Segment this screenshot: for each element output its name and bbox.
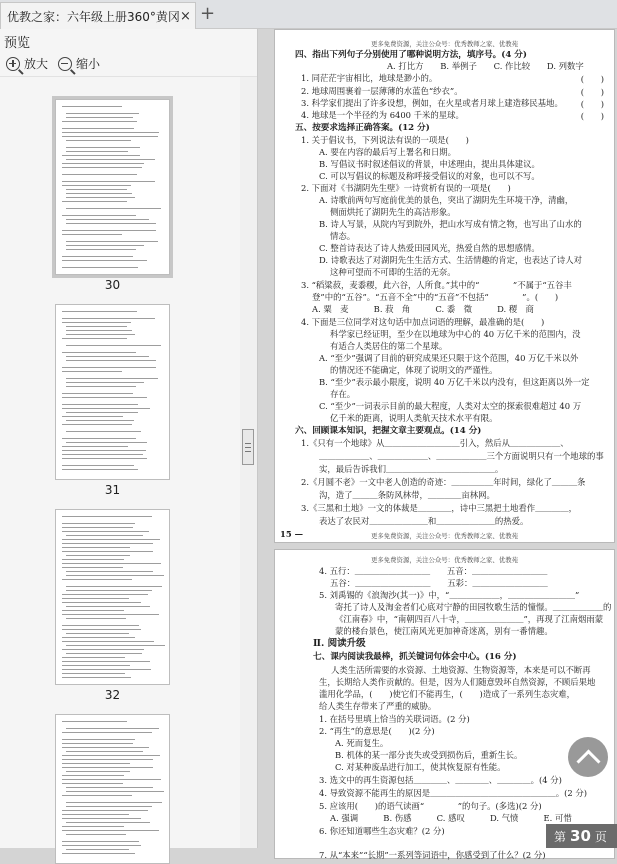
page-header: 更多免费资源，关注公众号：优秀教师之家、优教苑: [371, 40, 518, 48]
question-option: 亿千米的距离，说明人类航天技术水平有限。: [319, 413, 498, 423]
question-option: A. 要在内容的最后写上署名和日期。: [319, 147, 456, 157]
thumbnail-text-line: [62, 397, 147, 398]
new-tab-icon[interactable]: +: [200, 3, 216, 24]
thumbnail-page-32[interactable]: [55, 509, 170, 685]
thumbnail-number: 31: [104, 483, 121, 497]
question-option: 情态。: [319, 231, 356, 241]
reading-passage: 给人类生存带来了严重的威胁。: [319, 701, 437, 711]
thumbnail-text-line: [62, 454, 143, 455]
question-option: C. 整首诗表达了诗人热爱田园风光，热爱自然的思想感情。: [319, 243, 540, 253]
thumbnail-text-line: [66, 442, 147, 443]
thumbnail-text-line: [62, 215, 136, 216]
thumbnail-text-line: [66, 806, 152, 807]
thumbnail-text-line: [62, 404, 138, 405]
thumbnail-text-line: [66, 330, 132, 331]
question-option: 侧面烘托了湖阴先生的高洁形象。: [319, 207, 456, 217]
thumbnail-text-line: [66, 555, 130, 556]
thumbnail-text-line: [66, 223, 156, 224]
question-option: B. 写倡议书时叙述倡议的背景，申述理由，提出具体建议。: [319, 159, 540, 169]
thumbnail-text-line: [62, 579, 132, 580]
thumbnail-text-line: [62, 163, 144, 164]
thumbnail-text-line: [62, 174, 137, 175]
question-item: 4. 五行：＿＿＿＿＿＿＿＿＿ 五音：＿＿＿＿＿＿＿＿＿: [319, 566, 548, 576]
question-options: A. 粟 麦 B. 菽 角 C. 黍 徵 D. 稷 商: [301, 304, 534, 314]
thumbnail-text-line: [62, 469, 138, 470]
thumbnail-text-line: [62, 181, 155, 182]
thumbnail-text-line: [62, 539, 160, 540]
question-item: 4. 导致资源不能再生的原因是＿＿＿＿＿＿＿＿＿＿＿＿＿＿＿。(2 分): [319, 788, 588, 798]
thumbnail-text-line: [62, 185, 131, 186]
thumbnail-text-line: [66, 420, 134, 421]
question-item: 3. “稻粱菽，麦黍稷，此六谷，人所食。”其中的“ ”不属于“五谷丰: [301, 280, 572, 290]
thumbnail-text-line: [66, 382, 144, 383]
thumbnail-text-line: [62, 136, 158, 137]
thumbnail-text-line: [62, 516, 152, 517]
thumbnail-text-line: [66, 326, 127, 327]
thumbnail-text-line: [62, 755, 160, 756]
question-option: B. 机体的某一部分丧失或受到损伤后，重新生长。: [335, 750, 523, 760]
question-option: D. 诗歌表达了对湖阴先生生活方式、生活情趣的肯定，也表达了诗人对: [319, 255, 582, 265]
thumbnail-text-line: [62, 795, 132, 796]
thumbnail-list: [0, 77, 240, 848]
thumbnail-text-line: [66, 249, 136, 250]
section-heading: 五、按要求选择正确答案。(12 分): [295, 123, 430, 133]
document-page-16: [274, 549, 615, 859]
thumbnail-page-31[interactable]: [55, 304, 170, 480]
thumbnail-text-line: [66, 378, 158, 379]
thumbnail-text-line: [62, 830, 159, 831]
thumbnail-text-line: [62, 531, 149, 532]
thumbnail-text-line: [66, 535, 143, 536]
thumbnail-text-line: [62, 637, 135, 638]
preview-sidebar: [0, 29, 258, 848]
thumbnail-text-line: [66, 334, 135, 335]
thumbnail-text-line: [62, 614, 159, 615]
thumbnail-text-line: [62, 665, 130, 666]
thumbnail-text-line: [66, 159, 155, 160]
thumbnail-text-line: [62, 841, 139, 842]
question-item: 五谷：＿＿＿＿＿＿＿＿＿ 五彩：＿＿＿＿＿＿＿＿＿: [319, 578, 548, 588]
thumbnail-text-line: [62, 625, 139, 626]
thumbnail-text-line: [66, 356, 149, 357]
question-item: 2.《月圆不老》一文中老人创造的奇迹：＿＿＿＿＿年时间，绿化了＿＿＿条: [301, 477, 586, 487]
thumbnail-text-line: [62, 743, 133, 744]
question-options: A. 强调 B. 伤感 C. 感叹 D. 气愤 E. 可惜: [319, 813, 572, 823]
thumbnail-text-line: [66, 606, 150, 607]
thumbnail-text-line: [62, 783, 123, 784]
question-option: B. “至少”表示最小限度，说明 40 万亿千米以内没有，但这距离以外一定: [319, 377, 590, 387]
thumbnail-text-line: [66, 241, 158, 242]
thumbnail-text-line: [62, 547, 130, 548]
thumbnail-text-line: [62, 267, 138, 268]
thumbnail-text-line: [62, 416, 123, 417]
thumbnail-text-line: [62, 352, 136, 353]
page-indicator-number: 30: [570, 827, 591, 845]
page-indicator-prefix: 第: [554, 829, 567, 844]
thumbnail-text-line: [62, 641, 154, 642]
page-number: 15 —: [280, 529, 303, 539]
thumbnail-text-line: [62, 814, 129, 815]
question-item: 4. 下面是三位同学对这句话中加点词语的理解，最准确的是( ): [301, 317, 545, 327]
quoted-sentence: 有适合人类居住的第二个星球。: [319, 341, 448, 351]
question-item: 2. 下面对《书湖阴先生壁》一诗赏析有误的一项是( ): [301, 183, 511, 193]
thumbnail-text-line: [62, 371, 122, 372]
thumbnail-text-line: [62, 559, 124, 560]
thumbnail-text-line: [62, 610, 124, 611]
thumbnail-text-line: [62, 747, 149, 748]
thumbnail-text-line: [66, 571, 153, 572]
thumbnail-page-33[interactable]: [55, 714, 170, 864]
thumbnail-text-line: [62, 721, 127, 722]
question-option: C. 对某种废品进行加工，使其恢复原有性能。: [335, 762, 506, 772]
thumbnail-text-line: [66, 787, 153, 788]
thumbnail-text-line: [66, 245, 144, 246]
thumbnail-text-line: [62, 779, 161, 780]
question-option: B. 诗人写景，从院内写到院外，把山水写成有情之物，也写出了山水的: [319, 219, 582, 229]
thumbnail-text-line: [62, 739, 135, 740]
question-options: A. 打比方 B. 举例子 C. 作比较 D. 列数字: [387, 61, 584, 71]
page-indicator: [546, 824, 617, 848]
question-option: 这种可望而不可即的生活的无奈。: [319, 267, 456, 277]
thumbnail-text-line: [62, 155, 140, 156]
thumbnail-page-30[interactable]: [55, 99, 170, 275]
thumbnail-text-line: [62, 527, 133, 528]
thumbnail-text-line: [66, 633, 129, 634]
answer-paren: ( ): [580, 99, 604, 109]
thumbnail-text-line: [62, 260, 147, 261]
question-item: 沟，造了＿＿＿条防风林带，＿＿＿＿亩林网。: [319, 490, 495, 500]
question-item: 1. 关于倡议书，下列说法有误的一项是( ): [301, 135, 469, 145]
question-option: A. 死而复生。: [335, 738, 389, 748]
question-option: A. 诗歌前两句写庭前优美的景色，突出了湖阴先生环境干净，清幽，: [319, 195, 574, 205]
thumbnail-number: 32: [104, 688, 121, 702]
thumbnail-text-line: [62, 424, 132, 425]
quoted-sentence: 科学家已经证明，至少在以地球为中心的 40 万亿千米的范围内，没: [319, 329, 581, 339]
thumbnail-text-line: [62, 167, 142, 168]
thumbnail-text-line: [66, 412, 138, 413]
section-heading: 七、课内阅读我最棒，抓关键词句体会中心。(16 分): [313, 652, 517, 662]
question-item: 3.《三黑和土地》一文的体裁是＿＿＿＿，诗中三黑把土地看作＿＿＿＿，: [301, 503, 577, 513]
thumbnail-text-line: [62, 602, 141, 603]
thumbnail-text-line: [62, 322, 131, 323]
thumbnail-text-line: [66, 140, 131, 141]
thumbnail-text-line: [62, 450, 146, 451]
thumbnail-text-line: [62, 121, 137, 122]
thumbnail-text-line: [66, 645, 165, 646]
thumbnail-text-line: [62, 551, 153, 552]
thumbnail-text-line: [62, 853, 135, 854]
close-tab-icon[interactable]: ×: [180, 8, 191, 24]
thumbnail-text-line: [66, 360, 156, 361]
thumbnail-text-line: [66, 147, 140, 148]
thumbnail-text-line: [66, 117, 133, 118]
thumbnail-text-line: [62, 767, 153, 768]
thumbnail-text-line: [66, 771, 130, 772]
tab-bar: [0, 0, 617, 29]
thumbnail-text-line: [66, 386, 136, 387]
question-item: 3. 选文中的再生资源包括＿＿＿＿、＿＿＿＿、＿＿＿＿。(4 分): [319, 775, 562, 785]
thumbnail-number: 30: [104, 278, 121, 292]
thumbnail-text-line: [66, 849, 129, 850]
thumbnail-text-line: [62, 128, 134, 129]
thumbnail-text-line: [66, 834, 126, 835]
zoom-toolbar: [0, 51, 257, 77]
page-footer: 更多免费资源，关注公众号：优秀教师之家、优教苑: [371, 532, 518, 540]
thumbnail-text-line: [62, 311, 137, 312]
thumbnail-text-line: [66, 751, 143, 752]
question-item: 6. 你还知道哪些生态灾难？(2 分): [319, 826, 445, 836]
question-option: 的情况还不能确定，体现了说明文的严谨性。: [319, 365, 498, 375]
thumbnail-text-line: [62, 393, 133, 394]
zoom-in-button[interactable]: [6, 55, 48, 72]
thumbnail-text-line: [62, 230, 156, 231]
answer-paren: ( ): [580, 111, 604, 121]
thumbnail-text-line: [62, 677, 131, 678]
thumbnail-text-line: [62, 629, 141, 630]
thumbnail-text-line: [62, 438, 136, 439]
zoom-out-icon: [58, 57, 72, 71]
zoom-out-button[interactable]: [58, 55, 100, 72]
thumbnail-text-line: [66, 822, 150, 823]
thumbnail-text-line: [66, 189, 127, 190]
thumbnail-text-line: [62, 338, 127, 339]
thumbnail-text-line: [66, 151, 128, 152]
thumbnail-text-line: [66, 345, 161, 346]
thumbnail-text-line: [62, 649, 144, 650]
section-heading: Ⅱ. 阅读升级: [313, 638, 366, 649]
thumbnail-text-line: [66, 590, 152, 591]
thumbnail-text-line: [62, 132, 159, 133]
thumbnail-text-line: [62, 661, 150, 662]
question-option: C. “至少”一词表示目前的最大程度，人类对太空的探索很难超过 40 万: [319, 401, 582, 411]
thumbnail-text-line: [66, 575, 164, 576]
question-item: ＿＿＿＿＿＿、＿＿＿＿＿＿、＿＿＿＿＿＿三个方面说明只有一个地球的事: [319, 451, 604, 461]
question-item: 4. 地球是一个半径约为 6400 千米的星球。: [301, 110, 464, 120]
reading-passage: 滥用化学品，( )使它们不能再生，( )造成了一系列生态灾难，: [319, 689, 575, 699]
question-item: 1. 在括号里填上恰当的关联词语。(2 分): [319, 714, 470, 724]
answer-paren: ( ): [580, 87, 604, 97]
thumbnail-text-line: [66, 208, 161, 209]
thumbnail-text-line: [62, 256, 133, 257]
question-item: 2. “再生”的意思是( )(2 分): [319, 726, 435, 736]
question-option: C. 可以写倡议的标题及称呼接受倡议的对象，也可以不写。: [319, 171, 540, 181]
thumbnail-text-line: [62, 458, 147, 459]
zoom-in-label: 放大: [24, 57, 49, 71]
question-item: 登”中的“五谷”。“五音不全”中的“五音”不包括“ ”。( ): [301, 292, 559, 302]
thumbnail-text-line: [62, 523, 135, 524]
document-page-15: [274, 29, 615, 543]
thumbnail-text-line: [62, 465, 134, 466]
section-heading: 六、回顾课本知识，把握文章主要观点。(14 分): [295, 426, 482, 436]
question-item: 7. 从“本来”“长期”一系列等词语中，你感受到了什么？(2 分): [319, 850, 546, 860]
question-item: 2. 地球周围裹着一层薄薄的水蓝色“纱衣”。: [301, 86, 463, 96]
question-item: 实，最后告诉我们＿＿＿＿＿＿＿＿＿＿＿＿＿。: [319, 464, 504, 474]
thumbnail-text-line: [66, 193, 132, 194]
page-indicator-suffix: 页: [594, 829, 607, 844]
question-item: 寄托了诗人及淘金者们心底对宁静的田园牧歌生活的憧憬。＿＿＿＿＿＿的: [335, 602, 612, 612]
reading-passage: 生，长期给人类作贡献的。但是，因为人们随意毁坏自然资源，不顾后果地: [319, 677, 596, 687]
zoom-in-icon: [6, 57, 20, 71]
thumbnail-text-line: [62, 845, 141, 846]
document-tab[interactable]: [0, 2, 196, 29]
document-view[interactable]: [259, 29, 617, 860]
sidebar-title: 预览: [4, 36, 31, 51]
sidebar-scroll-handle[interactable]: [242, 429, 254, 465]
thumbnail-text-line: [66, 791, 164, 792]
question-option: A. “至少”强调了目前的研究成果还只限于这个范围，40 万亿千米以外: [319, 353, 579, 363]
thumbnail-text-line: [62, 201, 127, 202]
question-item: 3. 科学家们提出了许多设想，例如，在火星或者月球上建造移民基地。: [301, 98, 563, 108]
thumbnail-text-line: [62, 318, 155, 319]
tab-title: 优教之家：六年级上册360°黄冈: [7, 9, 180, 24]
thumbnail-text-line: [62, 657, 125, 658]
thumbnail-text-line: [66, 802, 162, 803]
thumbnail-text-line: [62, 594, 148, 595]
question-item: 1. 同茫茫宇宙相比，地球是渺小的。: [301, 73, 438, 83]
question-item: 《江南春》中，“南朝四百八十寺，＿＿＿＿＿＿＿”，再现了江南烟雨蒙: [335, 614, 604, 624]
thumbnail-text-line: [62, 567, 123, 568]
thumbnail-text-line: [62, 818, 141, 819]
thumbnail-text-line: [62, 669, 151, 670]
thumbnail-text-line: [62, 759, 153, 760]
page-header: 更多免费资源，关注公众号：优秀教师之家、优教苑: [371, 556, 518, 564]
thumbnail-text-line: [62, 563, 161, 564]
thumbnail-text-line: [62, 106, 122, 107]
thumbnail-text-line: [62, 446, 128, 447]
thumbnail-text-line: [62, 367, 156, 368]
thumbnail-text-line: [66, 219, 149, 220]
thumbnail-text-line: [66, 113, 139, 114]
answer-paren: ( ): [580, 74, 604, 84]
thumbnail-text-line: [62, 826, 124, 827]
thumbnail-text-line: [62, 732, 152, 733]
question-item: 1.《只有一个地球》从＿＿＿＿＿＿＿＿＿引入，然后从＿＿＿＿＿＿、: [301, 438, 569, 448]
question-option: 存在。: [319, 389, 356, 399]
thumbnail-text-line: [62, 810, 148, 811]
thumbnail-text-line: [62, 234, 122, 235]
question-item: 5. 应该用( )的语气读画“ ”的句子。(多选)(2 分): [319, 801, 542, 811]
scroll-to-top-button[interactable]: [568, 737, 608, 777]
question-item: 5. 刘禹锡的《浪淘沙(其一)》中，“＿＿＿＿＿＿，＿＿＿＿＿＿＿＿”: [319, 590, 580, 600]
section-heading: 四、指出下列句子分别使用了哪种说明方法，填序号。(4 分): [295, 50, 527, 60]
thumbnail-text-line: [66, 728, 159, 729]
thumbnail-text-line: [66, 197, 135, 198]
thumbnail-text-line: [62, 763, 130, 764]
thumbnail-text-line: [66, 653, 142, 654]
question-item: 蒙的楼台景色，使江南风光更加神奇迷离，别有一番情趣。: [335, 626, 553, 636]
thumbnail-text-line: [62, 673, 125, 674]
question-item: 表达了农民对＿＿＿＿＿＿＿和＿＿＿＿＿＿＿的热爱。: [319, 516, 529, 526]
thumbnail-text-line: [66, 618, 126, 619]
thumbnail-text-line: [62, 598, 129, 599]
thumbnail-text-line: [62, 543, 153, 544]
thumbnail-text-line: [66, 586, 162, 587]
thumbnail-text-line: [62, 408, 150, 409]
reading-passage: 人类生活所需要的水资源、土地资源、生物资源等，本来是可以不断再: [331, 665, 591, 675]
thumbnail-text-line: [62, 775, 124, 776]
thumbnail-text-line: [66, 431, 141, 432]
zoom-out-label: 缩小: [76, 57, 101, 71]
